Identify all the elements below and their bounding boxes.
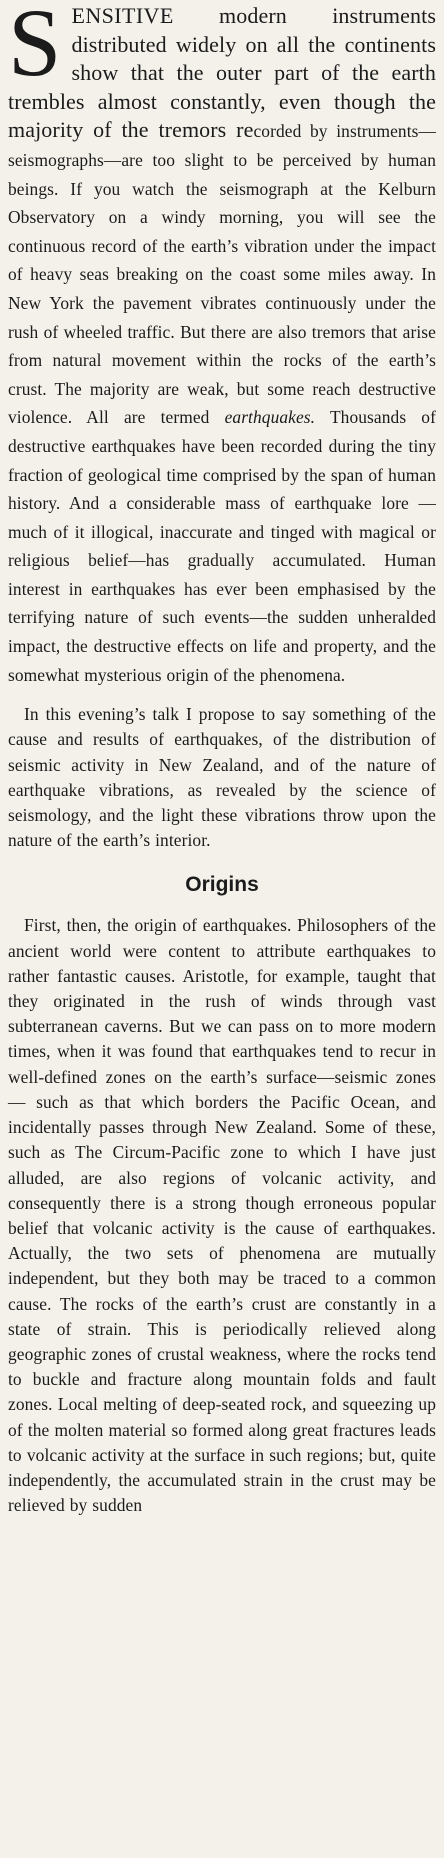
talk-paragraph: In this evening’s talk I propose to say something of the cause and results of earthquakes, of the distribution of seismic activity in New Zealand, and of the nature of earthquake vibrations, as revealed by the science of seismology, and the light these vibrations throw upon the nature of the earth’s interior.: [8, 704, 436, 851]
section-heading: Origins: [185, 873, 259, 897]
lead-word: ENSITIVE: [71, 3, 174, 28]
paragraph-gap: [8, 688, 436, 702]
origins-paragraph: First, then, the origin of earthquakes. Philosophers of the ancient world were content to attribute earthquakes to rather fantastic causes. Aristotle, for example, taught that they originated in the rush of winds through vast subterranean caverns. But we can pass on to more modern times, when it was found that earthquakes tend to recur in well-defined zones on the earth’s surface—seismic zones — such as that which borders the Pacific Ocean, and incidentally passes through New Zealand. Some of these, such as The Circum-Pacific zone to which I have just alluded, are also regions of volcanic activity, and consequently there is a strong though erroneous popular belief that volcanic activity is the cause of earthquakes. Actually, the two sets of phenomena are mutually independent, but they both may be traced to a common cause. The rocks of the earth’s crust are constantly in a state of strain. This is periodically relieved along geographic zones of crustal weakness, where the rocks tend to buckle and fracture along mountain folds and fault zones. Local melting of deep-seated rock, and squeezing up of the molten material so formed along great fractures leads to volcanic activity at the surface in such regions; but, quite independently, the accumulated strain in the crust may be relieved by sudden: [8, 915, 436, 1516]
heading-gap: [8, 899, 436, 913]
drop-cap: S: [8, 0, 62, 96]
intro-text-a: corded by instruments—seismographs—are too slight to be perceived by human beings. If you watch the seismograph at the Kelburn Observatory on a windy morning, you will see the continuous record of the earth’s vibration under the impact of heavy seas breaking on the coast some miles away. In New York the pavement vibrates continuously under the rush of wheeled traffic. But there are also tremors that arise from natural movement within the rocks of the earth’s crust. The majority are weak, but some reach destructive violence. All are termed: [8, 121, 436, 428]
article-page: [8, 2, 436, 1518]
intro-text-b: Thousands of destructive earthquakes have been recorded during the tiny fraction of geological time comprised by the span of human history. And a considerable mass of earthquake lore — much of it illogical, inaccurate and tinged with magical or religious belief—has gradually accumulated. Human interest in earthquakes has ever been emphasised by the terrifying nature of such events—the sudden unheralded impact, the destructive effects on life and property, and the somewhat mysterious origin of the phenomena.: [8, 407, 436, 685]
intro-large-text: modern instruments distributed widely on all the continents show that the outer part of the earth trembles almost constantly, even though the majority of the tremors re: [8, 3, 436, 143]
intro-italic-term: earthquakes.: [224, 407, 316, 428]
section-gap: [8, 853, 436, 871]
intro-paragraph: [8, 2, 436, 688]
